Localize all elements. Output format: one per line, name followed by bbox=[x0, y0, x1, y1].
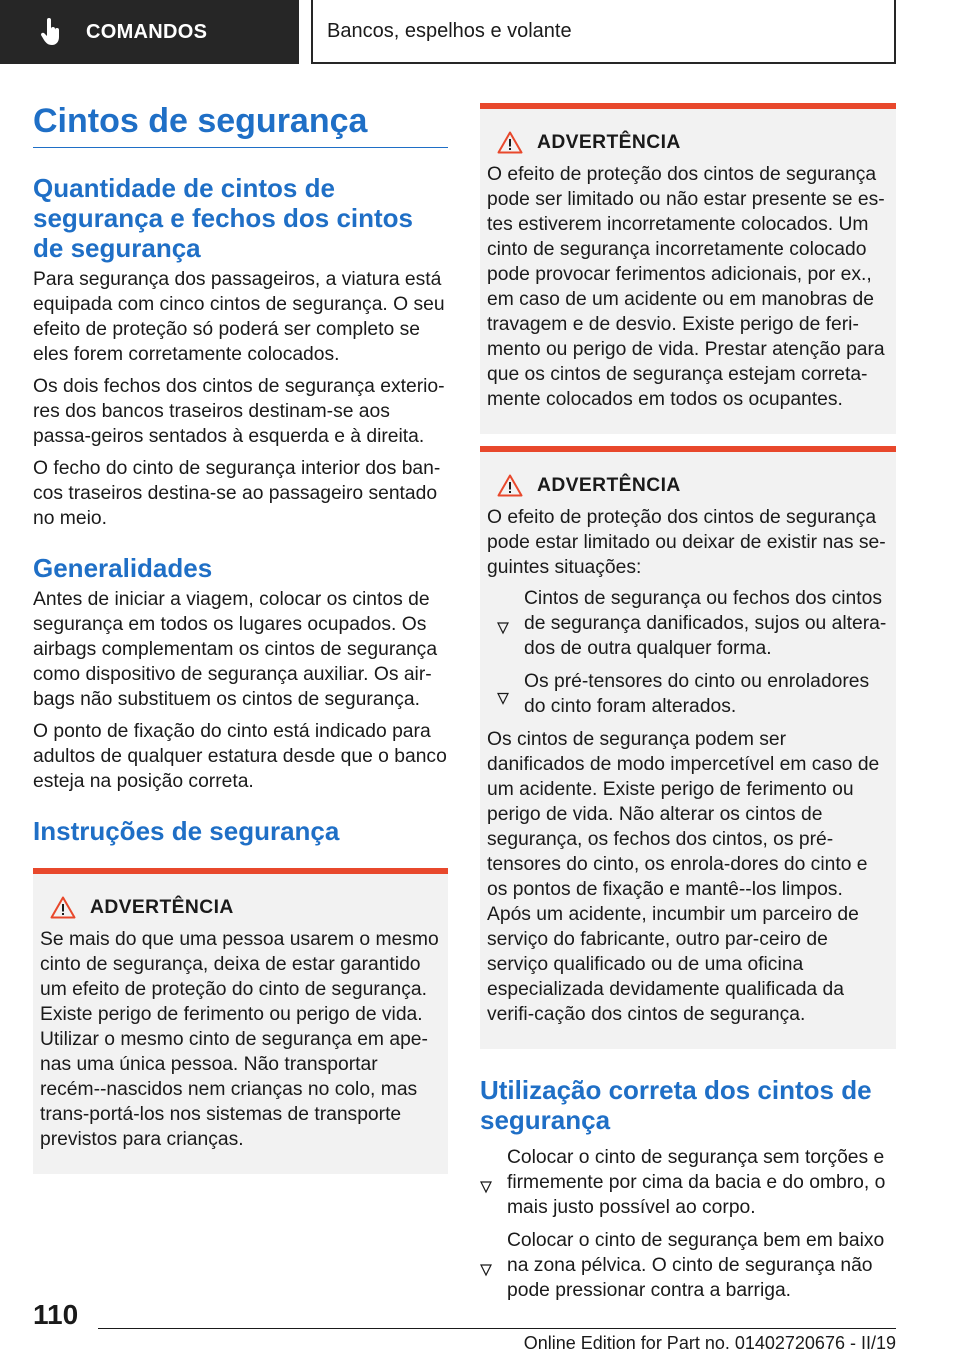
footer-divider bbox=[98, 1328, 896, 1329]
warning-text: Se mais do que uma pessoa usarem o mesmo cinto de segurança, deixa de estar garantido um efeito de proteção do cinto de segurança. Existe perigo de ferimento ou perigo de vida. Utilizar o mesmo cinto de segurança em ape-nas uma única pessoa. Não transportar recém--nascidos nem crianças no colo, mas trans-portá-los nos sistemas de transporte previstos para crianças. bbox=[40, 929, 439, 1150]
page-title: Cintos de segurança bbox=[33, 102, 368, 140]
list-item-text: Colocar o cinto de segurança sem torções e firmemente por cima da bacia e do ombro, o mais justo possível ao corpo. bbox=[507, 1147, 886, 1218]
heading-quantidade: Quantidade de cintos de segurança e fechos dos cintos de segurança bbox=[33, 173, 414, 263]
left-column bbox=[33, 173, 448, 1174]
paragraph: O ponto de fixação do cinto está indicado para adultos de qualquer estatura desde que o banco esteja na posição correta. bbox=[33, 721, 447, 792]
hand-pointer-icon bbox=[40, 18, 62, 46]
right-column bbox=[480, 103, 896, 1311]
warning-box bbox=[33, 868, 448, 1174]
warning-triangle-icon bbox=[497, 131, 523, 154]
list-item-text: Cintos de segurança ou fechos dos cintos de segurança danificados, sujos ou altera-dos de outra qualquer forma. bbox=[524, 588, 887, 659]
warning-intro: O efeito de proteção dos cintos de segurança pode estar limitado ou deixar de existir nas se-guintes situações: bbox=[487, 507, 886, 578]
warning-text: Os cintos de segurança podem ser danificados de modo impercetível em caso de um acidente. Existe perigo de ferimento ou perigo de vida. Não alterar os cintos de segurança, os fechos dos cintos, os pré-tensores do cinto, os enrola-dores do cinto e os pontos de fixação e mantê--los limpos. Após um acidente, incumbir um parceiro de serviço do fabricante, outro par-ceiro de serviço qualificado ou de uma oficina especializada devidamente qualificada da verifi-cação dos cintos de segurança. bbox=[487, 729, 880, 1025]
paragraph: Para segurança dos passageiros, a viatura está equipada com cinco cintos de segurança. O seu efeito de proteção só poderá ser completo se eles forem corretamente colocados. bbox=[33, 269, 445, 365]
triangle-bullet-icon bbox=[480, 1154, 492, 1220]
list-item bbox=[497, 586, 888, 661]
heading-generalidades: Generalidades bbox=[33, 553, 213, 583]
warning-label: ADVERTÊNCIA bbox=[90, 896, 234, 918]
header-section-label: COMANDOS bbox=[86, 20, 208, 43]
warning-list bbox=[497, 586, 888, 719]
triangle-bullet-icon bbox=[480, 1237, 492, 1303]
footer-edition: Online Edition for Part no. 01402720676 - II/19 bbox=[523, 1333, 896, 1353]
warning-label: ADVERTÊNCIA bbox=[537, 474, 681, 496]
header-section-tab bbox=[0, 0, 299, 64]
heading-utilizacao: Utilização correta dos cintos de segurança bbox=[480, 1075, 872, 1135]
triangle-bullet-icon bbox=[497, 595, 509, 661]
title-divider bbox=[33, 147, 448, 148]
paragraph: Os dois fechos dos cintos de segurança exterio-res dos bancos traseiros destinam-se aos passa-geiros sentados à esquerda e à direita. bbox=[33, 376, 445, 447]
list-item bbox=[480, 1145, 896, 1220]
warning-box bbox=[480, 446, 896, 1049]
warning-box bbox=[480, 103, 896, 434]
list-item bbox=[497, 669, 888, 719]
warning-header bbox=[487, 474, 888, 497]
triangle-bullet-icon bbox=[497, 678, 509, 719]
warning-header bbox=[487, 131, 888, 154]
paragraph: O fecho do cinto de segurança interior dos ban-cos traseiros destina-se ao passageiro sentado no meio. bbox=[33, 458, 441, 529]
list-item bbox=[480, 1228, 896, 1303]
paragraph: Antes de iniciar a viagem, colocar os cintos de segurança em todos os lugares ocupados. Os airbags complementam os cintos de segurança como dispositivo de segurança auxiliar. Os air-bags não substituem os cintos de segurança. bbox=[33, 589, 438, 710]
warning-triangle-icon bbox=[497, 474, 523, 497]
heading-instrucoes: Instruções de segurança bbox=[33, 816, 340, 846]
page-number: 110 bbox=[33, 1299, 79, 1330]
warning-label: ADVERTÊNCIA bbox=[537, 131, 681, 153]
list-item-text: Os pré-tensores do cinto ou enroladores do cinto foram alterados. bbox=[524, 671, 870, 717]
warning-text: O efeito de proteção dos cintos de segurança pode ser limitado ou não estar presente se es-tes estiverem incorretamente colocados. Um cinto de segurança incorretamente colocado pode provocar ferimentos adicionais, por ex., em caso de um acidente ou em manobras de travagem e de desvio. Existe perigo de feri-mento ou perigo de vida. Prestar atenção para que os cintos de segurança estejam correta-mente colocados em todos os ocupantes. bbox=[487, 164, 885, 410]
list-item-text: Colocar o cinto de segurança bem em baixo na zona pélvica. O cinto de segurança não pode pressionar contra a barriga. bbox=[507, 1230, 885, 1301]
warning-triangle-icon bbox=[50, 896, 76, 919]
header-chapter: Bancos, espelhos e volante bbox=[311, 0, 896, 64]
steps-list bbox=[480, 1145, 896, 1303]
warning-header bbox=[40, 896, 440, 919]
